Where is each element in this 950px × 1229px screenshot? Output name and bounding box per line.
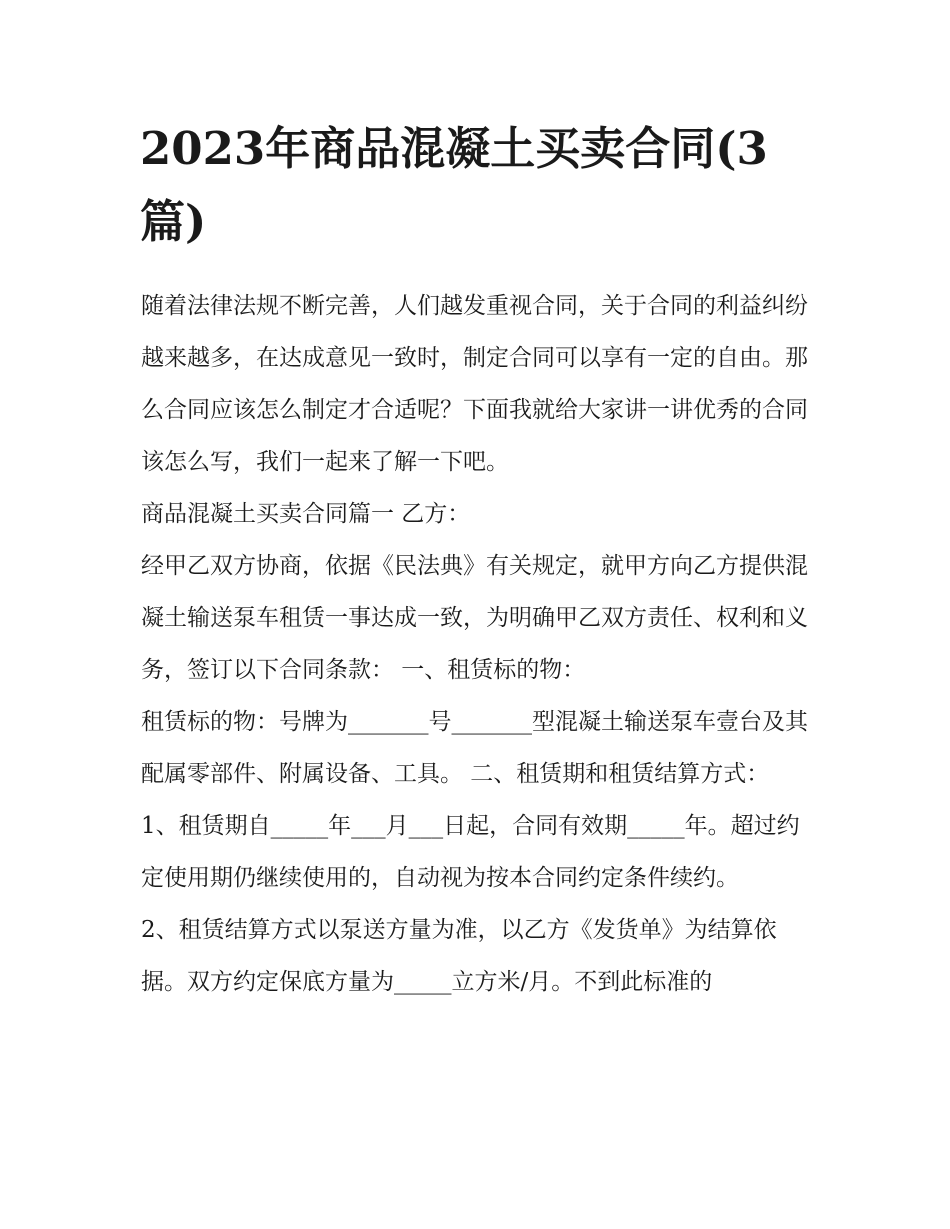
settlement-paragraph: 2、租赁结算方式以泵送方量为准，以乙方《发货单》为结算依据。双方约定保底方量为_____立方米/月。不到此标准的	[141, 917, 777, 995]
agreement-paragraph: 经甲乙双方协商，依据《民法典》有关规定，就甲方向乙方提供混凝土输送泵车租赁一事达成一致，为明确甲乙双方责任、权利和义务，签订以下合同条款： 一、租赁标的物：	[141, 553, 808, 683]
document-body	[141, 280, 821, 1008]
lease-subject-paragraph: 租赁标的物：号牌为_______号_______型混凝土输送泵车壹台及其配属零部件、附属设备、工具。 二、租赁期和租赁结算方式：	[141, 709, 808, 787]
lease-term-paragraph: 1、租赁期自_____年___月___日起，合同有效期_____年。超过约定使用期仍继续使用的，自动视为按本合同约定条件续约。	[141, 813, 800, 891]
document-title: 2023年商品混凝土买卖合同(3篇)	[140, 122, 768, 248]
intro-paragraph: 随着法律法规不断完善，人们越发重视合同，关于合同的利益纠纷越来越多，在达成意见一致时，制定合同可以享有一定的自由。那么合同应该怎么制定才合适呢？下面我就给大家讲一讲优秀的合同该怎么写，我们一起来了解一下吧。	[141, 293, 808, 475]
section-heading-paragraph: 商品混凝土买卖合同篇一 乙方：	[141, 501, 471, 527]
